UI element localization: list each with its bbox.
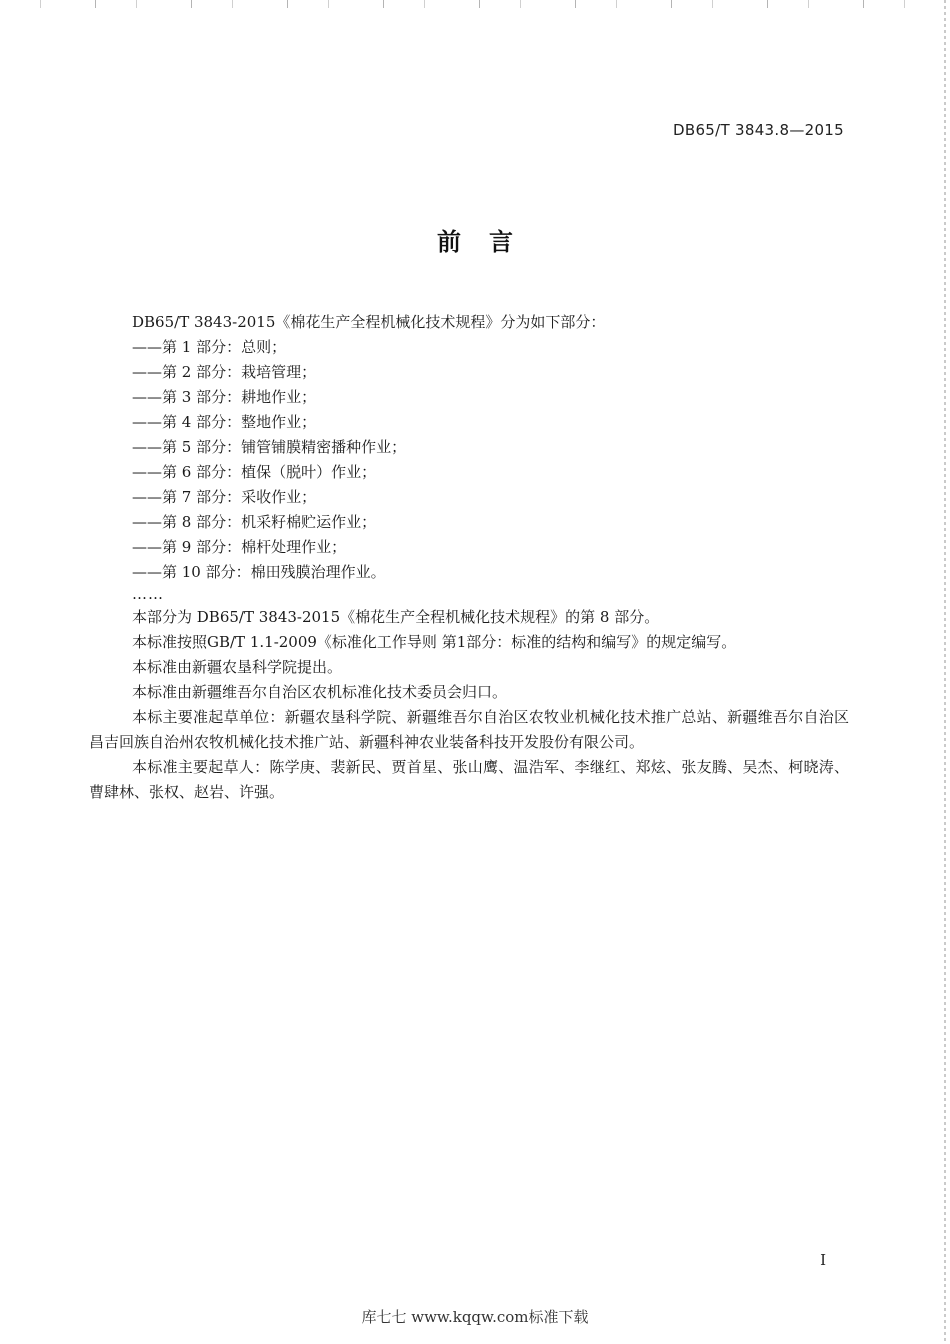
page-number: I: [820, 1251, 826, 1269]
scan-artifact-right: [944, 0, 946, 1344]
list-item: ——第 5 部分：铺管铺膜精密播种作业；: [132, 438, 407, 456]
list-item: ——第 7 部分：采收作业；: [132, 488, 317, 506]
list-item: ——第 4 部分：整地作业；: [132, 413, 317, 431]
statement-proposer: 本标准由新疆农垦科学院提出。: [132, 658, 343, 676]
list-item: ——第 10 部分：棉田残膜治理作业。: [132, 563, 386, 581]
list-item: ——第 9 部分：棉杆处理作业；: [132, 538, 347, 556]
footer-watermark: 库七七 www.kqqw.com标准下载: [361, 1308, 589, 1326]
parts-list: [89, 335, 849, 585]
document-body: [89, 310, 849, 805]
list-item: ——第 2 部分：栽培管理；: [132, 363, 317, 381]
scan-artifact-top: [0, 0, 950, 8]
standard-code: DB65/T 3843.8—2015: [673, 121, 844, 139]
ellipsis: ……: [132, 585, 164, 603]
list-item: ——第 8 部分：机采籽棉贮运作业；: [132, 513, 377, 531]
statement-centralized: 本标准由新疆维吾尔自治区农机标准化技术委员会归口。: [132, 683, 508, 701]
statement-part: 本部分为 DB65/T 3843-2015《棉花生产全程机械化技术规程》的第 8 部分。: [132, 608, 660, 626]
list-item: ——第 6 部分：植保（脱叶）作业；: [132, 463, 377, 481]
page-title: 前言: [437, 228, 541, 256]
drafting-units-paragraph: 本标主要准起草单位：新疆农垦科学院、新疆维吾尔自治区农牧业机械化技术推广总站、新疆维吾尔自治区昌吉回族自治州农牧机械化技术推广站、新疆科神农业装备科技开发股份有限公司。: [89, 708, 849, 751]
list-item: ——第 1 部分：总则；: [132, 338, 287, 356]
drafters-paragraph: 本标准主要起草人：陈学庚、裴新民、贾首星、张山鹰、温浩军、李继红、郑炫、张友腾、吴杰、柯晓涛、曹肆林、张权、赵岩、许强。: [89, 758, 849, 801]
list-item: ——第 3 部分：耕地作业；: [132, 388, 317, 406]
statement-drafting-rules: 本标准按照GB/T 1.1-2009《标准化工作导则 第1部分：标准的结构和编写》的规定编写。: [132, 633, 737, 651]
intro-line: DB65/T 3843-2015《棉花生产全程机械化技术规程》分为如下部分：: [132, 313, 606, 331]
